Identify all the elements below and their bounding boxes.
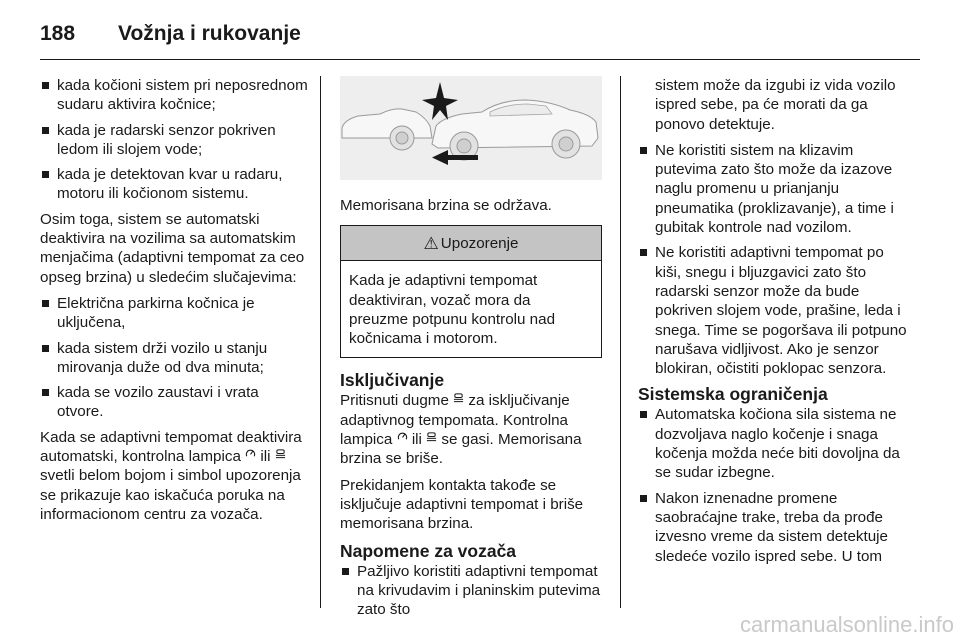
column-divider-left	[320, 76, 321, 608]
list-item: kada je detektovan kvar u radaru, motoru ili kočionom sistemu.	[40, 165, 308, 204]
car-distance-icon	[426, 431, 437, 445]
list-item: Ne koristiti adaptivni tempomat po kiši, snegu i bljuzgavici zato što radarski senzor može da bude pokriven slojem vode, prašine, leda i snega. Time se pogoršava ili potpuno narušava vidljivost. Ako je senzor blokiran, očistiti poklopac senzora.	[638, 243, 908, 378]
watermark: carmanualsonline.info	[739, 612, 954, 637]
paragraph-indicator: Kada se adaptivni tempomat deaktivira automatski, kontrolna lampica ili svetli belom bojom i simbol upozorenja se prikazuje kao iskačuća poruka na informacionom centru za vozača.	[40, 428, 302, 523]
column-left	[40, 76, 308, 531]
driver-notes-list-cont	[638, 141, 908, 379]
paragraph-auto-transmission: Osim toga, sistem se automatski deaktivira na vozilima sa automatskim menjačima (adaptivni tempomat za ceo opseg brzina) u sledećim slučajevima:	[40, 210, 305, 286]
warning-box	[340, 225, 602, 358]
heading-driver-notes: Napomene za vozača	[340, 540, 517, 561]
car-distance-icon	[275, 448, 286, 462]
list-item-continuation: sistem može da izgubi iz vida vozilo ispred sebe, pa će morati da ga ponovo detektuje.	[655, 77, 896, 133]
speedometer-arrow-icon	[245, 448, 256, 462]
list-item: kada je radarski senzor pokriven ledom ili slojem vode;	[40, 121, 308, 160]
column-divider-right	[620, 76, 621, 608]
list-item: Automatska kočiona sila sistema ne dozvoljava naglo kočenje i snaga kočenja možda neće biti dovoljna da se sudar izbegne.	[638, 405, 908, 482]
warning-icon: ⚠	[423, 233, 439, 253]
heading-system-limits: Sistemska ograničenja	[638, 384, 828, 405]
paragraph-switch-off: Pritisnuti dugme za isključivanje adaptivnog tempomata. Kontrolna lampica ili se gasi. Memorisana brzina se briše.	[340, 392, 582, 468]
speedometer-arrow-icon	[397, 431, 408, 445]
list-item: Ne koristiti sistem na klizavim putevima zato što može da izazove naglu promenu u prianjanju pneumatika (proklizavanje), a time i gubitak kontrole nad vozilom.	[638, 141, 908, 237]
warning-text: Kada je adaptivni tempomat deaktiviran, vozač mora da preuzme potpunu kontrolu nad kočnicama i motorom.	[349, 272, 556, 348]
warning-title: Upozorenje	[440, 234, 519, 252]
system-limits-list	[638, 405, 908, 565]
warning-header	[341, 226, 601, 261]
list-item: Električna parkirna kočnica je uključena,	[40, 294, 308, 333]
list-item: kada kočioni sistem pri neposrednom sudaru aktivira kočnice;	[40, 76, 308, 115]
car-distance-icon	[453, 392, 464, 406]
column-middle	[340, 76, 602, 625]
page-header	[40, 14, 301, 54]
heading-deactivation: Isključivanje	[340, 370, 445, 391]
paragraph-ignition: Prekidanjem kontakta takođe se isključuje adaptivni tempomat i briše memorisana brzina.	[340, 476, 584, 533]
page-title: Vožnja i rukovanje	[118, 22, 301, 45]
image-caption: Memorisana brzina se održava.	[340, 197, 552, 214]
column-right	[638, 76, 908, 572]
collision-illustration	[340, 76, 602, 180]
header-rule	[40, 59, 920, 60]
list-item: kada sistem drži vozilo u stanju mirovanja duže od dva minuta;	[40, 339, 308, 378]
driver-notes-list	[340, 562, 602, 620]
page-number: 188	[40, 22, 76, 45]
list-item: kada se vozilo zaustavi i vrata otvore.	[40, 383, 308, 422]
car-collision-drawing	[340, 76, 602, 180]
auto-transmission-conditions-list	[40, 294, 308, 422]
deactivation-conditions-list	[40, 76, 308, 204]
list-item: Nakon iznenadne promene saobraćajne trake, treba da prođe izvesno vreme da sistem detektuje sledeće vozilo ispred sebe. U tom	[638, 489, 908, 566]
list-item: Pažljivo koristiti adaptivni tempomat na krivudavim i planinskim putevima zato što	[340, 562, 602, 620]
